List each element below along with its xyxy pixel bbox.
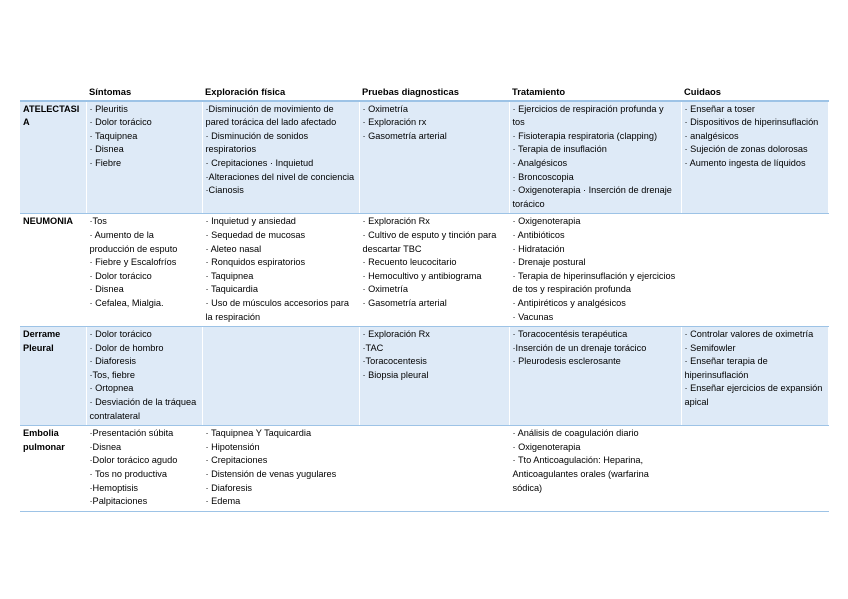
header-cell-row-label <box>20 84 86 101</box>
header-cell-exploracion: Exploración física <box>202 84 359 101</box>
list-item: · Taquipnea <box>205 270 254 281</box>
list-item: · Aumento ingesta de líquidos <box>684 157 806 168</box>
list-item: · Inquietud y ansiedad <box>205 216 296 227</box>
list-item: · Gasometría arterial <box>362 130 447 141</box>
list-item: · Recuento leucocitario <box>362 257 457 268</box>
list-item: · Uso de músculos accesorios para la respiración <box>205 297 349 322</box>
list-item: · Pleurodesis esclerosante <box>512 356 621 367</box>
list-item: · Drenaje postural <box>512 257 586 268</box>
list-item: ·Presentación súbita <box>89 428 174 439</box>
list-item: · Aumento de la producción de esputo <box>89 229 178 254</box>
list-item: · Disnea <box>89 284 124 295</box>
list-item: ·TAC <box>362 342 384 353</box>
list-item: · Antibióticos <box>512 229 565 240</box>
list-item: · Pleuritis <box>89 103 128 114</box>
list-item: · Dolor de hombro <box>89 342 164 353</box>
list-item: · Cultivo de esputo y tinción para descartar TBC <box>362 229 497 254</box>
row-label: Derrame Pleural <box>20 327 86 426</box>
list-item: ·Alteraciones del nivel de conciencia <box>205 171 355 182</box>
list-item: · Analgésicos <box>512 157 568 168</box>
list-item: · Exploración Rx <box>362 329 430 340</box>
list-item: · Exploración Rx <box>362 216 430 227</box>
table-row <box>20 327 828 426</box>
header-cell-tratamiento: Tratamiento <box>509 84 681 101</box>
cell-sintomas <box>86 214 202 327</box>
list-item: · Ejercicios de respiración profunda y tos <box>512 103 664 128</box>
list-item: · Hidratación <box>512 243 565 254</box>
cell-cuidados <box>681 101 828 214</box>
cell-exploracion <box>202 426 359 512</box>
header-cell-cuidados: Cuidaos <box>681 84 828 101</box>
cell-cuidados <box>681 214 828 327</box>
cell-sintomas <box>86 101 202 214</box>
list-item: · Tto Anticoagulación: Heparina, Anticoagulantes orales (warfarina sódica) <box>512 455 649 493</box>
list-item: ·Hemoptisis <box>89 482 138 493</box>
list-item: ·Tos <box>89 216 107 227</box>
list-item: · Enseñar ejercicios de expansión apical <box>684 383 823 408</box>
list-item: ·Disnea <box>89 441 122 452</box>
list-item: · Aleteo nasal <box>205 243 262 254</box>
list-item: · Taquipnea Y Taquicardia <box>205 428 312 439</box>
row-label: ATELECTASIA <box>20 101 86 214</box>
list-item: · Sequedad de mucosas <box>205 229 306 240</box>
list-item: · Broncoscopia <box>512 171 574 182</box>
list-item: · Distensión de venas yugulares <box>205 469 337 480</box>
list-item: · Taquipnea <box>89 130 138 141</box>
list-item: ·Dolor torácico agudo <box>89 455 178 466</box>
list-item: · Hipotensión <box>205 441 260 452</box>
row-label: NEUMONIA <box>20 214 86 327</box>
cell-exploracion <box>202 327 359 426</box>
clinical-table <box>20 84 829 512</box>
list-item: · Tos no productiva <box>89 469 167 480</box>
list-item: · Fiebre <box>89 157 122 168</box>
list-item: · Terapia de hiperinsuflación y ejercicios de tos y respiración profunda <box>512 270 676 295</box>
list-item: · Diaforesis <box>89 356 136 367</box>
list-item: · Ortopnea <box>89 383 134 394</box>
header-row <box>20 84 828 101</box>
list-item: · Taquicardia <box>205 284 258 295</box>
list-item: · Enseñar a toser <box>684 103 755 114</box>
list-item: ·Palpitaciones <box>89 496 148 507</box>
cell-tratamiento <box>509 426 681 512</box>
list-item: · Dolor torácico <box>89 117 152 128</box>
cell-sintomas <box>86 426 202 512</box>
cell-pruebas <box>359 101 509 214</box>
list-item: · Vacunas <box>512 311 554 322</box>
cell-exploracion <box>202 214 359 327</box>
list-item: · Dolor torácico <box>89 270 152 281</box>
header-cell-sintomas: Síntomas <box>86 84 202 101</box>
list-item: · Edema <box>205 496 241 507</box>
list-item: · Desviación de la tráquea contralateral <box>89 397 197 421</box>
list-item: · Sujeción de zonas dolorosas <box>684 144 808 155</box>
cell-cuidados <box>681 327 828 426</box>
cell-pruebas <box>359 327 509 426</box>
list-item: · Oxigenoterapia <box>512 216 581 227</box>
table-row <box>20 101 828 214</box>
cell-pruebas <box>359 214 509 327</box>
list-item: · Fisioterapia respiratoria (clapping) <box>512 130 658 141</box>
list-item: · Disminución de sonidos respiratorios <box>205 130 309 155</box>
cell-tratamiento <box>509 327 681 426</box>
list-item: · Hemocultivo y antibiograma <box>362 270 482 281</box>
list-item: · Exploración rx <box>362 117 427 128</box>
cell-exploracion <box>202 101 359 214</box>
list-item: · Toracocentésis terapéutica <box>512 329 628 340</box>
cell-tratamiento <box>509 101 681 214</box>
list-item: · Controlar valores de oximetría <box>684 329 814 340</box>
list-item: ·Toracocentesis <box>362 356 427 367</box>
list-item: ·Cianosis <box>205 185 244 196</box>
row-label: Embolia pulmonar <box>20 426 86 512</box>
list-item: · Biopsia pleural <box>362 369 429 380</box>
list-item: · Oximetría <box>362 284 408 295</box>
list-item: · Crepitaciones · Inquietud <box>205 157 314 168</box>
list-item: ·Disminución de movimiento de pared torácica del lado afectado <box>205 103 337 128</box>
list-item: · Antipiréticos y analgésicos <box>512 297 626 308</box>
list-item: · Fiebre y Escalofríos <box>89 257 177 268</box>
table-row <box>20 426 828 512</box>
list-item: ·Inserción de un drenaje torácico <box>512 342 647 353</box>
list-item: · Análisis de coagulación diario <box>512 428 639 439</box>
list-item: · Oximetría <box>362 103 408 114</box>
list-item: ·Tos, fiebre <box>89 369 135 380</box>
cell-sintomas <box>86 327 202 426</box>
list-item: · Terapia de insuflación <box>512 144 607 155</box>
list-item: · Semifowler <box>684 342 736 353</box>
list-item: · Ronquidos espiratorios <box>205 257 306 268</box>
list-item: · Gasometría arterial <box>362 297 447 308</box>
list-item: · Oxigenoterapia <box>512 441 581 452</box>
list-item: · Disnea <box>89 144 124 155</box>
list-item: · Dispositivos de hiperinsuflación <box>684 117 819 128</box>
list-item: · Crepitaciones <box>205 455 268 466</box>
header-cell-pruebas: Pruebas diagnosticas <box>359 84 509 101</box>
cell-pruebas <box>359 426 509 512</box>
cell-tratamiento <box>509 214 681 327</box>
table-row <box>20 214 828 327</box>
list-item: · Cefalea, Mialgia. <box>89 297 164 308</box>
list-item: · Enseñar terapia de hiperinsuflación <box>684 356 768 380</box>
list-item: · analgésicos <box>684 130 739 141</box>
list-item: · Diaforesis <box>205 482 252 493</box>
cell-cuidados <box>681 426 828 512</box>
list-item: · Oxigenoterapia · Inserción de drenaje torácico <box>512 185 672 209</box>
list-item: · Dolor torácico <box>89 329 152 340</box>
